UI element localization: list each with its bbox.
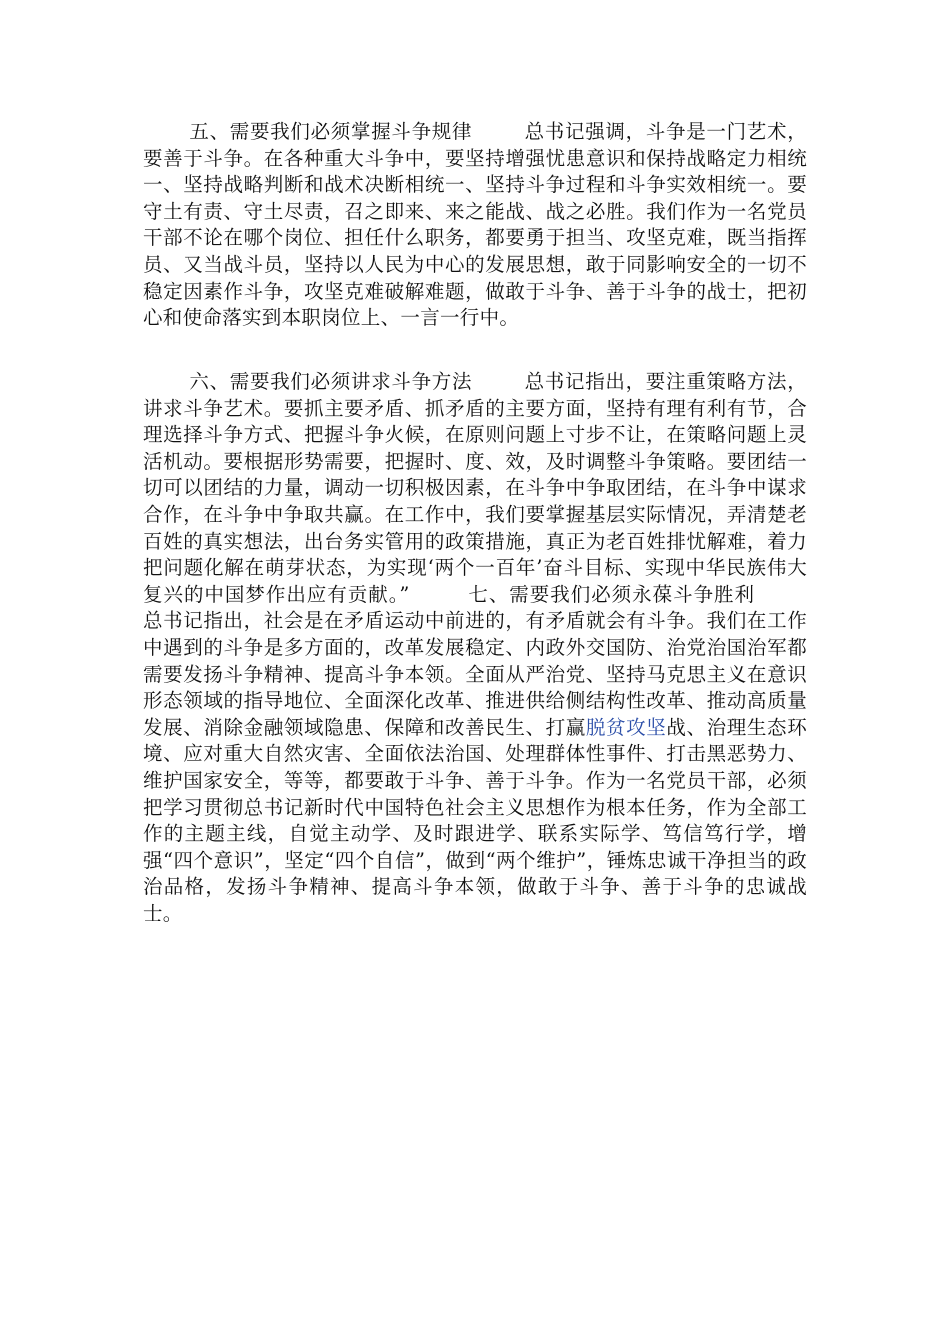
section-six-heading: 六、需要我们必须讲求斗争方法 [189, 370, 473, 393]
section-seven-body-end: 战、治理生态环境、应对重大自然灾害、全面依法治国、处理群体性事件、打击黑恶势力、维护国家安全，等等，都要敢于斗争、善于斗争。作为一名党员干部，必须把学习贯彻总书记新时代中国特色社会主义思想作为根本任务，作为全部工作的主题主线，自觉主动学、及时跟进学、联系实际学、笃信笃行学，增强“四个意识”，坚定“四个自信”，做到“两个维护”，锤炼忠诚干净担当的政治品格，发扬斗争精神、提高斗争本领，做敢于斗争、善于斗争的忠诚战士。 [143, 715, 807, 925]
section-six-seven-paragraph [143, 369, 807, 927]
section-five-heading: 五、需要我们必须掌握斗争规律 [189, 120, 473, 143]
section-five-paragraph [143, 119, 807, 332]
poverty-alleviation-link[interactable]: 脱贫攻坚 [585, 715, 667, 739]
section-seven-heading: 七、需要我们必须永葆斗争胜利 [467, 582, 755, 606]
section-seven-body-start: 总书记指出，社会是在矛盾运动中前进的，有矛盾就会有斗争。我们在工作中遇到的斗争是多方面的，改革发展稳定、内政外交国防、治党治国治军都需要发扬斗争精神、提高斗争本领。全面从严治党、坚持马克思主义在意识形态领域的指导地位、全面深化改革、推进供给侧结构性改革、推动高质量发展、消除金融领域隐患、保障和改善民生、打赢 [143, 609, 807, 739]
section-six-body: 总书记指出，要注重策略方法，讲求斗争艺术。要抓主要矛盾、抓矛盾的主要方面，坚持有理有利有节，合理选择斗争方式、把握斗争火候，在原则问题上寸步不让，在策略问题上灵活机动。要根据形势需要，把握时、度、效，及时调整斗争策略。要团结一切可以团结的力量，调动一切积极因素，在斗争中争取团结，在斗争中谋求合作，在斗争中争取共赢。在工作中，我们要掌握基层实际情况，弄清楚老百姓的真实想法，出台务实管用的政策措施，真正为老百姓排忧解难，着力把问题化解在萌芽状态，为实现‘两个一百年’奋斗目标、实现中华民族伟大复兴的中国梦作出应有贡献。” [143, 370, 808, 606]
section-five-body: 总书记强调，斗争是一门艺术，要善于斗争。在各种重大斗争中，要坚持增强忧患意识和保持战略定力相统一、坚持战略判断和战术决断相统一、坚持斗争过程和斗争实效相统一。要守土有责、守土尽责，召之即来、来之能战、战之必胜。我们作为一名党员干部不论在哪个岗位、担任什么职务，都要勇于担当、攻坚克难，既当指挥员、又当战斗员，坚持以人民为中心的发展思想，敢于同影响安全的一切不稳定因素作斗争，攻坚克难破解难题，做敢于斗争、善于斗争的战士，把初心和使命落实到本职岗位上、一言一行中。 [143, 120, 808, 330]
